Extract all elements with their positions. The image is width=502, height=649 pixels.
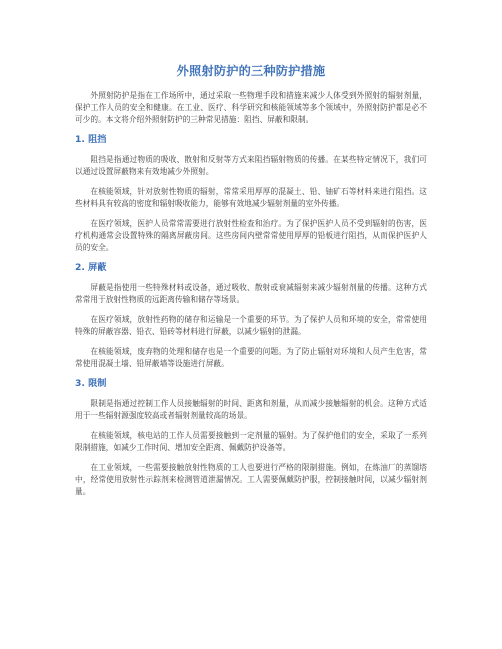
section-blocking (75, 134, 427, 254)
document-title: 外照射防护的三种防护措施 (176, 64, 326, 78)
section-heading-shielding: 2. 屏蔽 (75, 262, 107, 273)
paragraph: 屏蔽是指使用一些特殊材料或设备，通过吸收、散射或衰减辐射来减少辐射剂量的传播。这种方式常常用于放射性物质的远距离传输和储存等场景。 (75, 283, 427, 304)
section-limiting (75, 378, 427, 498)
paragraph: 阻挡是指通过物质的吸收、散射和反射等方式来阻挡辐射物质的传播。在某些特定情况下，我们可以通过设置屏蔽物来有效地减少外照射。 (75, 155, 427, 176)
document-page (75, 64, 427, 506)
paragraph: 在工业领域，一些需要接触放射性物质的工人也要进行严格的限制措施。例如，在炼油厂的蒸馏塔中，经常使用放射性示踪剂来检测管道泄漏情况。工人需要佩戴防护服，控制接触时间，以减少辐射剂量。 (75, 463, 427, 496)
section-heading-blocking: 1. 阻挡 (75, 134, 107, 145)
paragraph: 限制是指通过控制工作人员接触辐射的时间、距离和剂量，从而减少接触辐射的机会。这种方式适用于一些辐射源强度较高或者辐射剂量较高的场景。 (75, 399, 427, 420)
paragraph: 在医疗领域，放射性药物的储存和运输是一个重要的环节。为了保护人员和环境的安全，常常使用特殊的屏蔽容器、铅衣、铅砖等材料进行屏蔽，以减少辐射的泄漏。 (75, 315, 427, 336)
paragraph: 在核能领域，针对放射性物质的辐射，常常采用厚厚的混凝土、铅、铀矿石等材料来进行阻挡。这些材料具有较高的密度和辐射吸收能力，能够有效地减少辐射剂量的室外传播。 (75, 187, 427, 208)
intro-paragraph: 外照射防护是指在工作场所中，通过采取一些物理手段和措施来减少人体受到外照射的辐射剂量，保护工作人员的安全和健康。在工业、医疗、科学研究和核能领域等多个领域中，外照射防护都是必不可少的。本文将介绍外照射防护的三种常见措施：阻挡、屏蔽和限制。 (75, 91, 427, 124)
paragraph: 在核能领域，废弃物的处理和储存也是一个重要的问题。为了防止辐射对环境和人员产生危害，常常使用混凝土墙、铅屏蔽墙等设施进行屏蔽。 (75, 347, 427, 368)
section-shielding (75, 262, 427, 370)
paragraph: 在医疗领域，医护人员常常需要进行放射性检查和治疗。为了保护医护人员不受到辐射的伤害，医疗机构通常会设置特殊的隔离屏蔽房间。这些房间内壁常常使用厚厚的铅板进行阻挡，从而保护医护人员的安全。 (75, 219, 427, 252)
paragraph: 在核能领域，核电站的工作人员需要接触到一定剂量的辐射。为了保护他们的安全，采取了一系列限制措施，如减少工作时间、增加安全距离、佩戴防护设备等。 (75, 431, 427, 452)
section-heading-limiting: 3. 限制 (75, 378, 107, 389)
